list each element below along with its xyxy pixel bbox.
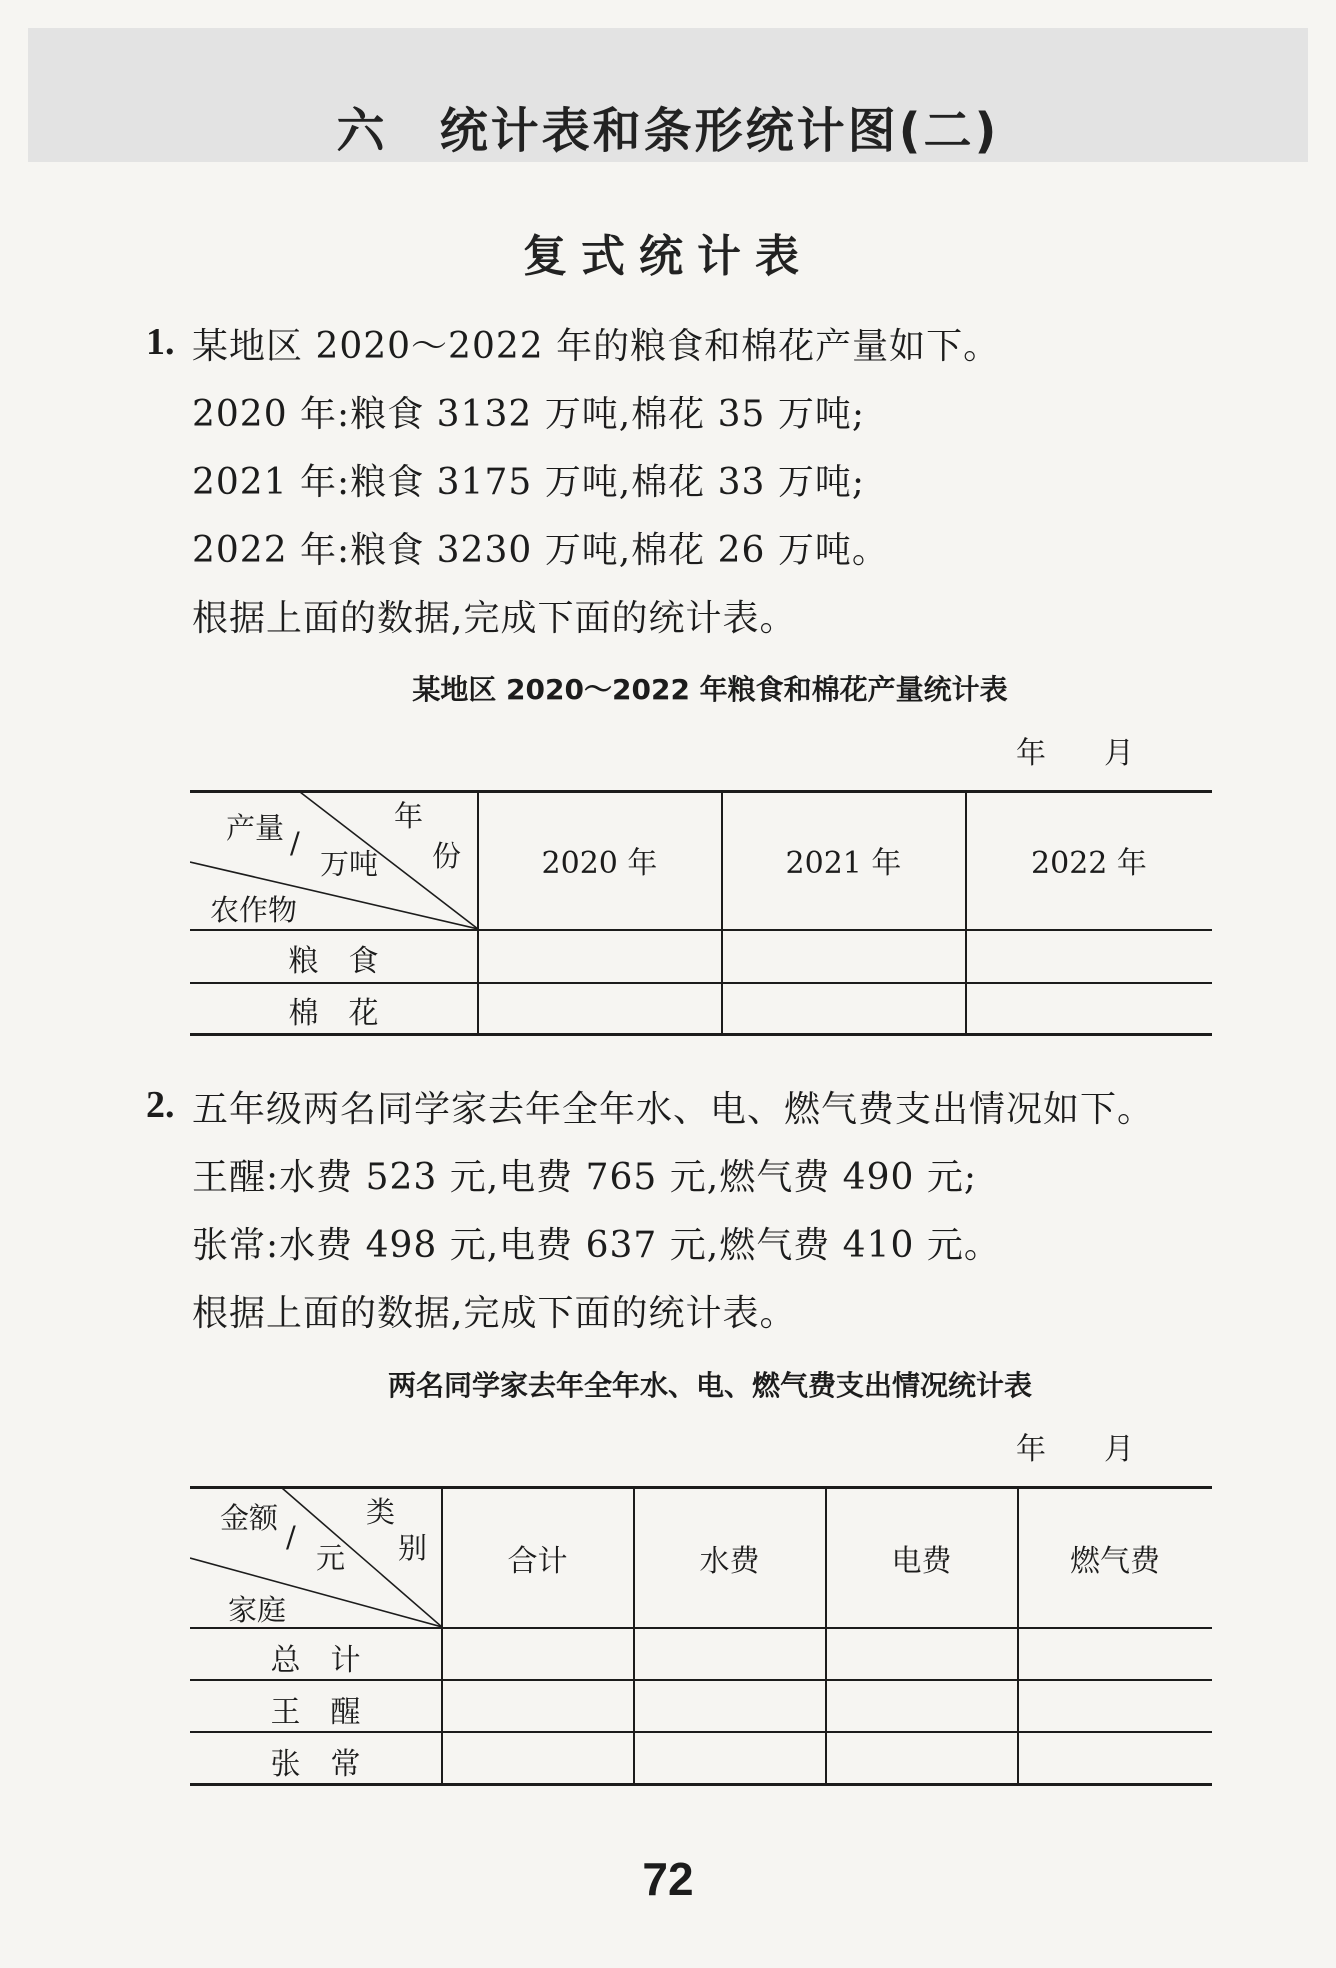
question-2-line-4: 根据上面的数据,完成下面的统计表。 [192, 1293, 797, 1334]
table-2-corner-bie: 别 [398, 1531, 428, 1565]
page-number: 72 [642, 1853, 694, 1905]
table-1-corner-fen: 份 [432, 839, 462, 873]
chapter-title: 统计表和条形统计图(二) [439, 103, 1000, 159]
question-1-line-5: 根据上面的数据,完成下面的统计表。 [192, 598, 797, 639]
table-2-row-wangxing: 王 醒 [270, 1695, 361, 1730]
table-2-row-total: 总 计 [270, 1643, 361, 1678]
table-2-corner-family: 家庭 [228, 1593, 287, 1627]
table-1-date-month: 月 [1104, 736, 1136, 771]
table-2-date-month: 月 [1104, 1432, 1136, 1467]
question-1-line-2: 2020 年:粮食 3132 万吨,棉花 35 万吨; [192, 394, 865, 435]
question-2-number: 2. [146, 1084, 175, 1126]
table-1-caption: 某地区 2020～2022 年粮食和棉花产量统计表 [412, 673, 1008, 706]
table-2-col-total: 合计 [507, 1544, 568, 1579]
table-2-row-zhangchang: 张 常 [270, 1747, 361, 1782]
section-title: 复式统计表 [523, 231, 813, 282]
table-2-corner-unit: 元 [316, 1541, 346, 1575]
table-1-corner-year: 年 [394, 799, 424, 833]
table-1-col-2022: 2022 年 [1031, 846, 1147, 881]
table-1-col-2020: 2020 年 [541, 846, 658, 881]
chapter-heading [0, 92, 1336, 161]
table-1-corner-output: 产量 [226, 811, 285, 845]
question-2-line-3: 张常:水费 498 元,电费 637 元,燃气费 410 元。 [192, 1225, 1001, 1266]
question-1-line-3: 2021 年:粮食 3175 万吨,棉花 33 万吨; [192, 462, 865, 503]
table-1-date [1016, 728, 1136, 772]
table-2-col-electricity: 电费 [891, 1544, 952, 1579]
table-2-corner-slash: / [286, 1520, 296, 1554]
table-1-corner-unit: 万吨 [320, 847, 379, 881]
table-1 [190, 790, 1212, 1036]
table-2-date-year: 年 [1016, 1432, 1048, 1467]
table-1-corner-crops: 农作物 [210, 893, 298, 927]
question-1-number: 1. [146, 321, 175, 363]
table-1-date-year: 年 [1016, 736, 1048, 771]
table-2-corner-amount: 金额 [220, 1501, 279, 1535]
table-1-row-grain: 粮 食 [288, 944, 379, 979]
table-1-corner-slash: / [290, 826, 300, 860]
question-1-line-1: 某地区 2020～2022 年的粮食和棉花产量如下。 [192, 326, 1001, 367]
table-2-col-water: 水费 [699, 1544, 760, 1579]
table-2 [190, 1486, 1212, 1786]
chapter-number: 六 [336, 103, 388, 159]
table-2-corner-lei: 类 [366, 1495, 396, 1529]
table-1-col-2021: 2021 年 [785, 846, 902, 881]
question-1-line-4: 2022 年:粮食 3230 万吨,棉花 26 万吨。 [192, 530, 889, 571]
table-2-col-gas: 燃气费 [1070, 1544, 1160, 1579]
table-2-date [1016, 1424, 1136, 1468]
table-1-row-cotton: 棉 花 [288, 996, 379, 1031]
question-2-line-2: 王醒:水费 523 元,电费 765 元,燃气费 490 元; [192, 1157, 977, 1198]
table-2-caption: 两名同学家去年全年水、电、燃气费支出情况统计表 [387, 1369, 1032, 1402]
question-2-line-1: 五年级两名同学家去年全年水、电、燃气费支出情况如下。 [192, 1089, 1155, 1130]
